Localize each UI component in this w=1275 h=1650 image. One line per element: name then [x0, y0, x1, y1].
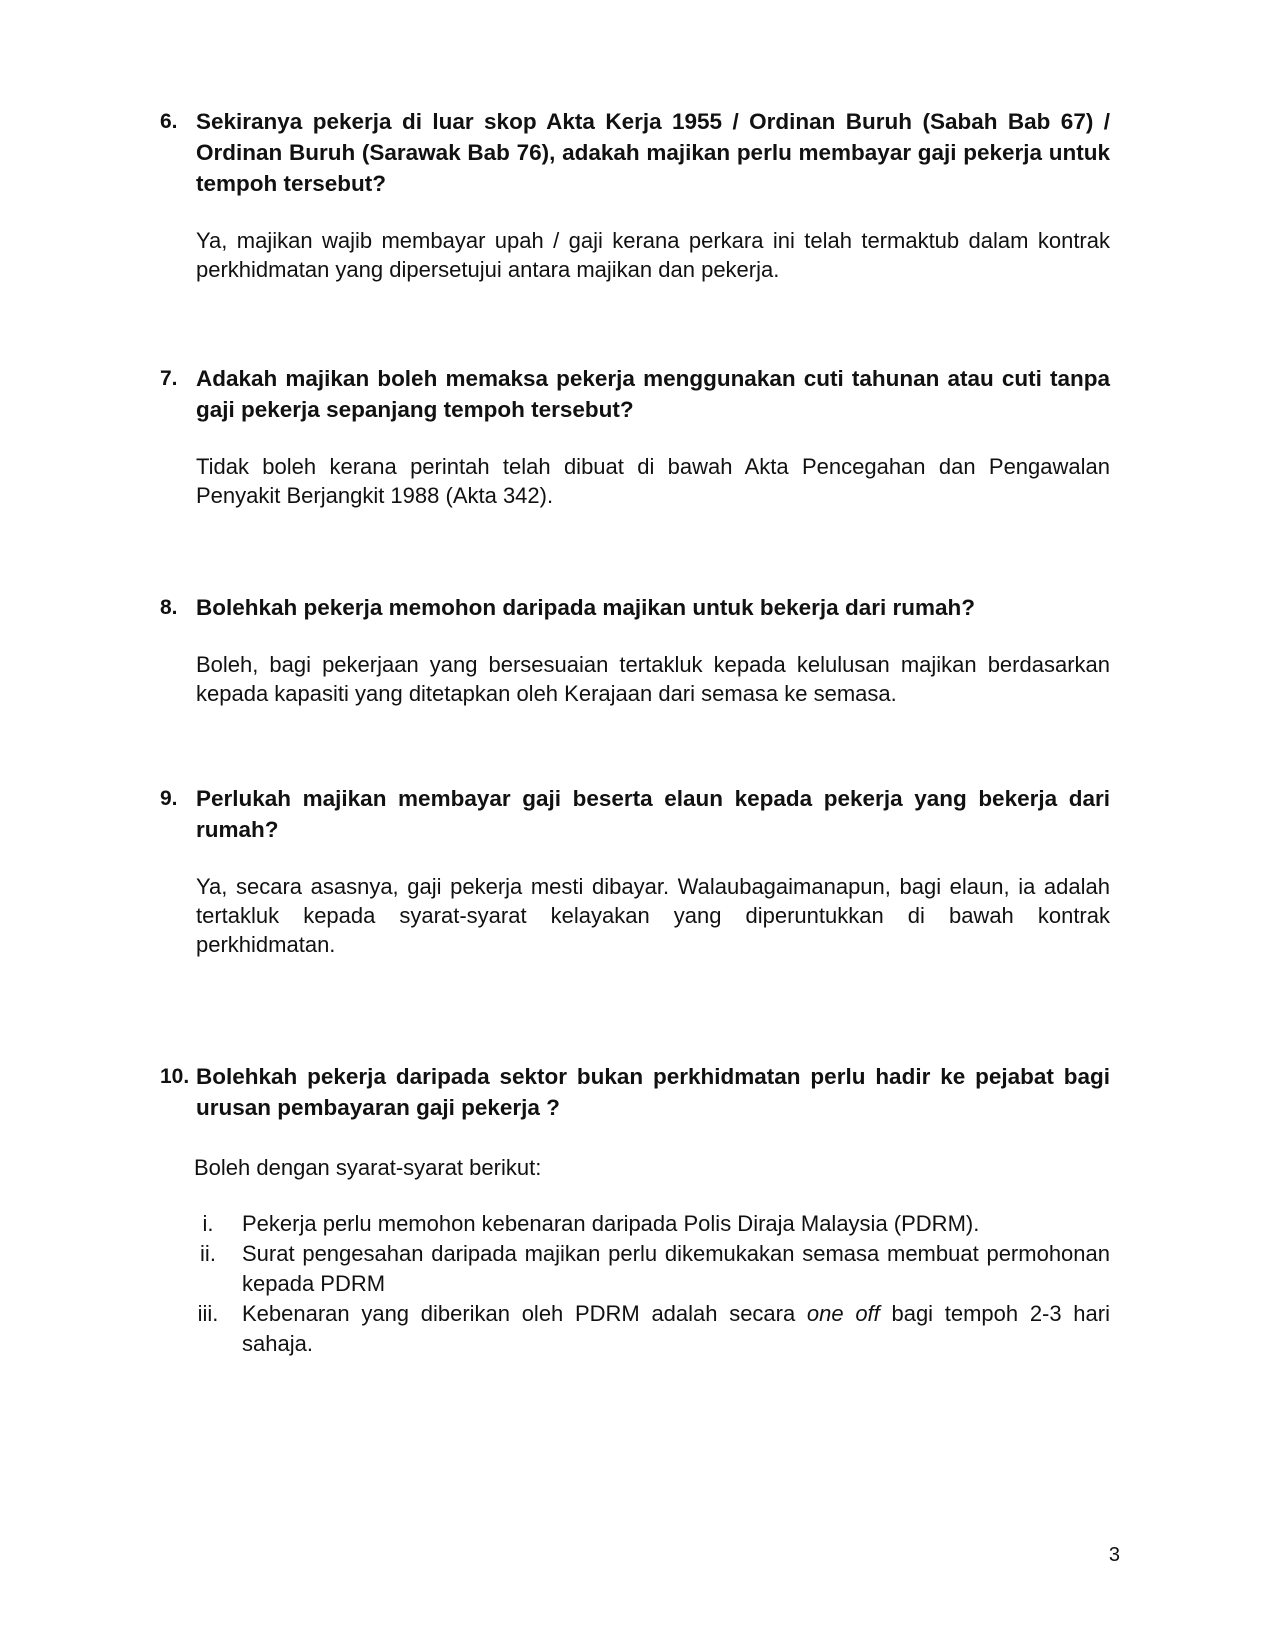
condition-item [200, 1239, 1110, 1299]
question-9 [160, 783, 1110, 959]
question-intro: Boleh dengan syarat-syarat berikut: [194, 1155, 542, 1180]
question-number: 7. [160, 367, 178, 390]
condition-text-after: bagi tempoh 2-3 hari sahaja. [242, 1301, 1110, 1356]
question-number: 9. [160, 787, 178, 810]
condition-item [202, 1209, 1110, 1239]
page-number: 3 [1108, 1544, 1120, 1566]
question-number: 6. [160, 110, 178, 133]
question-title: Perlukah majikan membayar gaji beserta elaun kepada pekerja yang bekerja dari rumah? [196, 786, 1110, 842]
condition-text: Pekerja perlu memohon kebenaran daripada Polis Diraja Malaysia (PDRM). [242, 1211, 980, 1236]
condition-item [197, 1299, 1110, 1359]
condition-italic-text: one off [806, 1301, 880, 1326]
condition-number: i. [202, 1211, 214, 1236]
conditions-list [160, 1209, 1110, 1359]
question-number: 10. [160, 1065, 190, 1088]
question-10 [160, 1061, 1110, 1359]
question-8 [160, 592, 1110, 708]
question-answer: Ya, secara asasnya, gaji pekerja mesti dibayar. Walaubagaimanapun, bagi elaun, ia adalah tertakluk kepada syarat-syarat kelayakan yang diperuntukkan di bawah kontrak perkhidmatan. [196, 874, 1110, 957]
question-answer: Boleh, bagi pekerjaan yang bersesuaian tertakluk kepada kelulusan majikan berdasarkan kepada kapasiti yang ditetapkan oleh Kerajaan dari semasa ke semasa. [196, 652, 1110, 706]
question-answer: Ya, majikan wajib membayar upah / gaji kerana perkara ini telah termaktub dalam kontrak perkhidmatan yang dipersetujui antara majikan dan pekerja. [196, 228, 1110, 282]
condition-text: Surat pengesahan daripada majikan perlu dikemukakan semasa membuat permohonan kepada PDRM [242, 1241, 1110, 1296]
condition-number: ii. [200, 1241, 216, 1266]
condition-text: Kebenaran yang diberikan oleh PDRM adalah secara [242, 1301, 807, 1326]
question-answer: Tidak boleh kerana perintah telah dibuat di bawah Akta Pencegahan dan Pengawalan Penyakit Berjangkit 1988 (Akta 342). [196, 454, 1110, 508]
question-6 [160, 106, 1110, 284]
question-7 [160, 363, 1110, 510]
question-title: Bolehkah pekerja memohon daripada majikan untuk bekerja dari rumah? [196, 595, 975, 620]
condition-number: iii. [197, 1301, 219, 1326]
question-title: Adakah majikan boleh memaksa pekerja menggunakan cuti tahunan atau cuti tanpa gaji pekerja sepanjang tempoh tersebut? [196, 366, 1110, 422]
question-number: 8. [160, 596, 178, 619]
question-title: Bolehkah pekerja daripada sektor bukan perkhidmatan perlu hadir ke pejabat bagi urusan pembayaran gaji pekerja ? [196, 1064, 1110, 1120]
question-title: Sekiranya pekerja di luar skop Akta Kerja 1955 / Ordinan Buruh (Sabah Bab 67) / Ordinan Buruh (Sarawak Bab 76), adakah majikan perlu membayar gaji pekerja untuk tempoh tersebut? [196, 109, 1110, 196]
